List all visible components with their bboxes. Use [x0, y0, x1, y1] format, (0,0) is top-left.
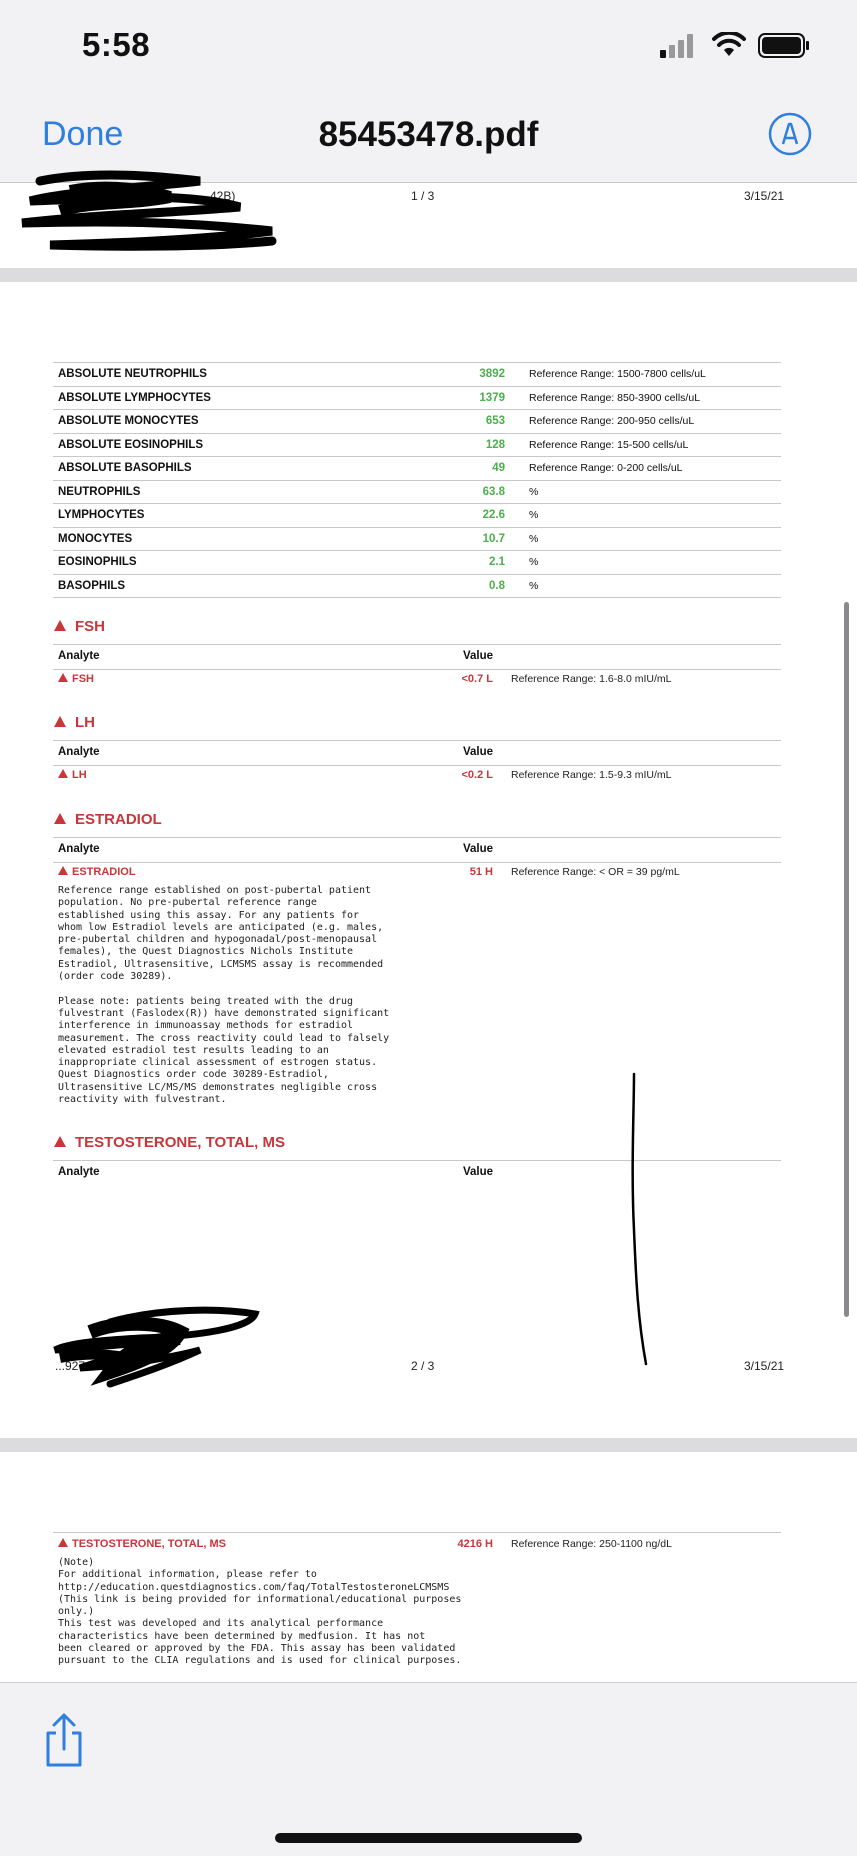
warning-icon	[54, 813, 66, 824]
warning-icon	[54, 620, 66, 631]
page-separator	[0, 1438, 857, 1452]
table-row: ABSOLUTE BASOPHILS 49 Reference Range: 0-200 cells/uL	[53, 457, 781, 481]
markup-pen-icon[interactable]	[768, 112, 812, 156]
estradiol-header-row: Analyte Value	[53, 837, 781, 863]
page2-footer-date: 3/15/21	[744, 1359, 785, 1373]
warning-icon	[58, 769, 68, 778]
home-indicator	[275, 1833, 582, 1843]
pdf-page-1	[0, 183, 857, 268]
cellular-signal-icon	[660, 34, 696, 58]
testosterone-header-row: Analyte Value	[53, 1160, 781, 1185]
page1-footer-page: 1 / 3	[411, 189, 435, 203]
fsh-result-row: FSH <0.7 L Reference Range: 1.6-8.0 mIU/mL	[53, 669, 781, 691]
warning-icon	[58, 673, 68, 682]
warning-icon	[54, 1136, 66, 1147]
page1-footer-id: ...42B)	[200, 189, 236, 203]
wifi-icon	[712, 32, 746, 58]
testosterone-note: (Note) For additional information, please refer to http://education.questdiagnostics.com/faq/TotalTestosteroneLCMSMS (This link is being provided for informational/educational purposes only.) This test was developed and its analytical performance characteristics have been determined by medfusion. It has not been cleared or approved by the FDA. This assay has been validated pursuant to the CLIA regulations and is used for clinical purposes.	[58, 1557, 462, 1667]
fsh-section-title: FSH	[54, 618, 105, 635]
warning-icon	[58, 1538, 68, 1547]
pdf-page-2	[0, 282, 857, 1438]
estradiol-result-row: ESTRADIOL 51 H Reference Range: < OR = 39 pg/mL	[53, 862, 781, 884]
page1-footer-date: 3/15/21	[744, 189, 785, 203]
done-button[interactable]: Done	[42, 115, 124, 153]
table-row: BASOPHILS 0.8 %	[53, 574, 781, 598]
table-row: EOSINOPHILS 2.1 %	[53, 551, 781, 575]
estradiol-note: Reference range established on post-pubertal patient population. No pre-pubertal reference range established using this assay. For any patients for whom low Estradiol levels are anticipated (e.g. males, pre-pubertal children and hypogonadal/post-menopausal females), the Quest Diagnostics Nichols Institute Estradiol, Ultrasensitive, LCMSMS assay is recommended (order code 30289). Please note: patients being treated with the drug fulvestrant (Faslodex(R)) have demonstrated significant interference in immunoassay methods for estradiol measurement. The cross reactivity could lead to falsely elevated estradiol test results leading to an inappropriate clinical assessment of estrogen status. Quest Diagnostics order code 30289-Estradiol, Ultrasensitive LC/MS/MS demonstrates negligible cross reactivity with fulvestrant.	[58, 885, 390, 1106]
cbc-table	[53, 362, 781, 598]
fsh-header-row: Analyte Value	[53, 644, 781, 670]
table-row: LYMPHOCYTES 22.6 %	[53, 504, 781, 528]
status-bar	[0, 0, 857, 95]
table-row: ABSOLUTE MONOCYTES 653 Reference Range: 200-950 cells/uL	[53, 410, 781, 434]
table-row: MONOCYTES 10.7 %	[53, 527, 781, 551]
redaction-scribble	[50, 1302, 265, 1392]
page2-footer-page: 2 / 3	[411, 1359, 435, 1373]
testosterone-section-title: TESTOSTERONE, TOTAL, MS	[54, 1134, 285, 1151]
share-icon[interactable]	[42, 1713, 86, 1767]
lh-section-title: LH	[54, 714, 95, 731]
testosterone-result-row: TESTOSTERONE, TOTAL, MS 4216 H Reference Range: 250-1100 ng/dL	[53, 1534, 781, 1556]
pen-mark	[628, 1070, 658, 1370]
estradiol-section-title: ESTRADIOL	[54, 811, 162, 828]
table-row: ABSOLUTE LYMPHOCYTES 1379 Reference Range: 850-3900 cells/uL	[53, 386, 781, 410]
lh-result-row: LH <0.2 L Reference Range: 1.5-9.3 mIU/mL	[53, 765, 781, 787]
pdf-page-3	[0, 1452, 857, 1682]
scrollbar[interactable]	[844, 602, 849, 1317]
page-separator	[0, 268, 857, 282]
warning-icon	[58, 866, 68, 875]
table-row: NEUTROPHILS 63.8 %	[53, 480, 781, 504]
redaction-scribble	[10, 161, 280, 251]
status-time: 5:58	[82, 26, 151, 63]
warning-icon	[54, 716, 66, 727]
divider	[53, 1532, 781, 1533]
bottom-toolbar	[0, 1682, 857, 1856]
lh-header-row: Analyte Value	[53, 740, 781, 766]
battery-icon	[758, 33, 810, 58]
page2-footer-id: ...927142B)	[55, 1359, 118, 1373]
document-title: 85453478.pdf	[318, 115, 539, 154]
table-row: ABSOLUTE NEUTROPHILS 3892 Reference Range: 1500-7800 cells/uL	[53, 363, 781, 387]
table-row: ABSOLUTE EOSINOPHILS 128 Reference Range: 15-500 cells/uL	[53, 433, 781, 457]
